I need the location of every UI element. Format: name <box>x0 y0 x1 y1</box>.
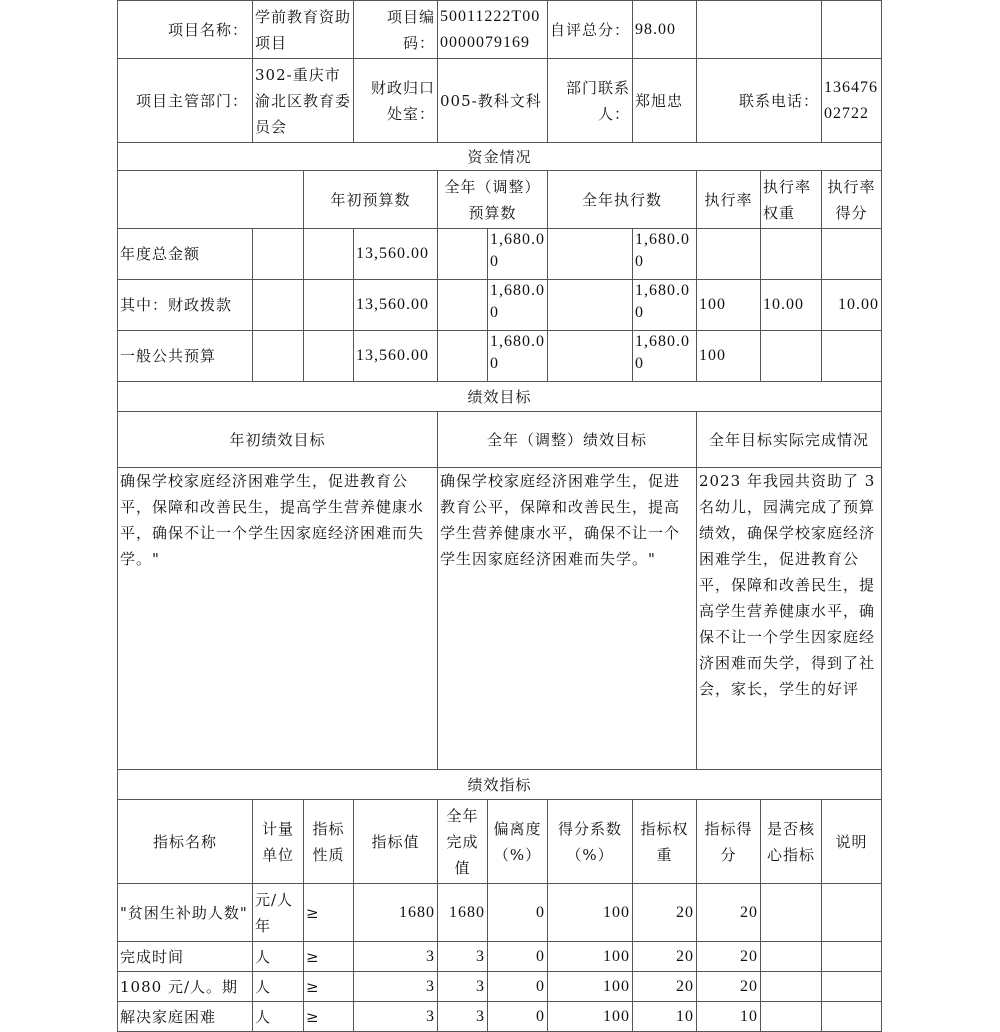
indicator-coefficient: 100 <box>548 942 633 972</box>
executed-value: 1,680.00 <box>633 331 697 382</box>
empty-cell <box>253 229 304 280</box>
project-name-value: 学前教育资助项目 <box>253 1 354 59</box>
initial-goal-text: 确保学校家庭经济困难学生，促进教育公平，保障和改善民生，提高学生营养健康水平，确保不让一个学生因家庭经济困难而失学。" <box>118 468 438 770</box>
performance-evaluation-table <box>117 0 882 1032</box>
self-score-label: 自评总分： <box>548 1 633 59</box>
project-name-label: 项目名称： <box>118 1 253 59</box>
indicator-coefficient: 100 <box>548 1002 633 1032</box>
actual-goal-text: 2023 年我园共资助了 3 名幼儿，园满完成了预算绩效，确保学校家庭经济困难学生，促进教育公平，保障和改善民生，提高学生营养健康水平，确保不让一个学生因家庭经济困难而失学，得到了社会，家长，学生的好评 <box>697 468 882 770</box>
indicator-core <box>761 942 822 972</box>
indicator-target: 3 <box>354 1002 438 1032</box>
phone-value: 13647602722 <box>822 59 882 143</box>
indicator-core <box>761 884 822 942</box>
indicator-deviation: 0 <box>488 884 548 942</box>
rate-weight-value: 10.00 <box>761 280 822 331</box>
rate-score-value: 10.00 <box>822 280 882 331</box>
contact-value: 郑旭忠 <box>633 59 697 143</box>
note-header: 说明 <box>822 800 882 884</box>
indicator-unit: 人 <box>253 972 304 1002</box>
indicator-weight: 20 <box>633 972 697 1002</box>
finance-office-value: 005-教科文科 <box>438 59 548 143</box>
initial-budget-value: 13,560.00 <box>354 280 438 331</box>
actual-goal-header: 全年目标实际完成情况 <box>697 412 882 468</box>
funds-row <box>118 280 882 331</box>
indicator-weight: 10 <box>633 1002 697 1032</box>
project-code-label: 项目编码： <box>354 1 438 59</box>
adjusted-budget-header: 全年（调整）预算数 <box>438 171 548 229</box>
empty-cell <box>548 331 633 382</box>
indicator-note <box>822 942 882 972</box>
core-header: 是否核心指标 <box>761 800 822 884</box>
funds-row <box>118 229 882 280</box>
indicator-name: 解决家庭困难 <box>118 1002 253 1032</box>
rate-score-value <box>822 229 882 280</box>
deviation-header: 偏离度（%） <box>488 800 548 884</box>
indicator-note <box>822 884 882 942</box>
rate-weight-header: 执行率权重 <box>761 171 822 229</box>
indicator-score: 20 <box>697 942 761 972</box>
adjusted-goal-text: 确保学校家庭经济困难学生，促进教育公平，保障和改善民生，提高学生营养健康水平，确保不让一个学生因家庭经济困难而失学。" <box>438 468 697 770</box>
indicator-target: 1680 <box>354 884 438 942</box>
funds-row-label: 年度总金额 <box>118 229 253 280</box>
phone-label: 联系电话： <box>697 59 822 143</box>
self-score-value: 98.00 <box>633 1 697 59</box>
indicator-note <box>822 972 882 1002</box>
rate-header: 执行率 <box>697 171 761 229</box>
indicator-row <box>118 972 882 1002</box>
project-info-row-1 <box>118 1 882 59</box>
empty-cell <box>253 331 304 382</box>
initial-goal-header: 年初绩效目标 <box>118 412 438 468</box>
indicator-score: 20 <box>697 972 761 1002</box>
goals-section-row <box>118 382 882 412</box>
score-header: 指标得分 <box>697 800 761 884</box>
empty-cell <box>118 171 304 229</box>
indicator-target: 3 <box>354 972 438 1002</box>
funds-row-label: 一般公共预算 <box>118 331 253 382</box>
rate-value <box>697 229 761 280</box>
indicator-coefficient: 100 <box>548 884 633 942</box>
project-info-row-2 <box>118 59 882 143</box>
indicator-core <box>761 1002 822 1032</box>
indicator-deviation: 0 <box>488 942 548 972</box>
indicator-row <box>118 884 882 942</box>
indicator-coefficient: 100 <box>548 972 633 1002</box>
indicators-header-row <box>118 800 882 884</box>
dept-value: 302-重庆市渝北区教育委员会 <box>253 59 354 143</box>
actual-header: 全年完成值 <box>438 800 488 884</box>
rate-weight-value <box>761 229 822 280</box>
weight-header: 指标权重 <box>633 800 697 884</box>
empty-cell <box>304 280 354 331</box>
indicator-name: 1080 元/人。期 <box>118 972 253 1002</box>
goals-header-row <box>118 412 882 468</box>
funds-row-label: 其中：财政拨款 <box>118 280 253 331</box>
indicator-nature: ≥ <box>304 942 354 972</box>
indicator-nature: ≥ <box>304 884 354 942</box>
indicator-unit: 人 <box>253 942 304 972</box>
indicator-row <box>118 942 882 972</box>
indicator-actual: 3 <box>438 942 488 972</box>
executed-value: 1,680.00 <box>633 280 697 331</box>
indicator-unit: 元/人年 <box>253 884 304 942</box>
indicator-actual: 3 <box>438 1002 488 1032</box>
indicator-nature: ≥ <box>304 972 354 1002</box>
empty-cell <box>822 1 882 59</box>
funds-row <box>118 331 882 382</box>
funds-section-row <box>118 143 882 171</box>
finance-office-label: 财政归口处室： <box>354 59 438 143</box>
indicator-target: 3 <box>354 942 438 972</box>
empty-cell <box>253 280 304 331</box>
funds-section-title: 资金情况 <box>118 143 882 171</box>
initial-budget-value: 13,560.00 <box>354 331 438 382</box>
indicator-row <box>118 1002 882 1032</box>
dept-label: 项目主管部门： <box>118 59 253 143</box>
empty-cell <box>438 229 488 280</box>
target-header: 指标值 <box>354 800 438 884</box>
nature-header: 指标性质 <box>304 800 354 884</box>
empty-cell <box>438 280 488 331</box>
empty-cell <box>438 331 488 382</box>
indicator-unit: 人 <box>253 1002 304 1032</box>
empty-cell <box>304 331 354 382</box>
contact-label: 部门联系人： <box>548 59 633 143</box>
indicator-score: 20 <box>697 884 761 942</box>
unit-header: 计量单位 <box>253 800 304 884</box>
indicators-section-title: 绩效指标 <box>118 770 882 800</box>
adjusted-budget-value: 1,680.00 <box>488 280 548 331</box>
indicator-nature: ≥ <box>304 1002 354 1032</box>
rate-score-value <box>822 331 882 382</box>
indicator-core <box>761 972 822 1002</box>
empty-cell <box>304 229 354 280</box>
adjusted-goal-header: 全年（调整）绩效目标 <box>438 412 697 468</box>
goals-section-title: 绩效目标 <box>118 382 882 412</box>
empty-cell <box>548 280 633 331</box>
goals-content-row <box>118 468 882 770</box>
rate-score-header: 执行率得分 <box>822 171 882 229</box>
rate-weight-value <box>761 331 822 382</box>
indicator-score: 10 <box>697 1002 761 1032</box>
funds-header-row <box>118 171 882 229</box>
indicator-deviation: 0 <box>488 972 548 1002</box>
indicator-note <box>822 1002 882 1032</box>
adjusted-budget-value: 1,680.00 <box>488 229 548 280</box>
indicators-section-row <box>118 770 882 800</box>
initial-budget-header: 年初预算数 <box>304 171 438 229</box>
project-code-value: 50011222T000000079169 <box>438 1 548 59</box>
initial-budget-value: 13,560.00 <box>354 229 438 280</box>
rate-value: 100 <box>697 280 761 331</box>
coefficient-header: 得分系数（%） <box>548 800 633 884</box>
empty-cell <box>548 229 633 280</box>
executed-header: 全年执行数 <box>548 171 697 229</box>
indicator-name: 完成时间 <box>118 942 253 972</box>
indicator-actual: 1680 <box>438 884 488 942</box>
adjusted-budget-value: 1,680.00 <box>488 331 548 382</box>
empty-cell <box>697 1 822 59</box>
indicator-weight: 20 <box>633 884 697 942</box>
rate-value: 100 <box>697 331 761 382</box>
indicator-weight: 20 <box>633 942 697 972</box>
indicator-actual: 3 <box>438 972 488 1002</box>
indicator-name: "贫困生补助人数" <box>118 884 253 942</box>
executed-value: 1,680.00 <box>633 229 697 280</box>
indicator-deviation: 0 <box>488 1002 548 1032</box>
indicator-name-header: 指标名称 <box>118 800 253 884</box>
